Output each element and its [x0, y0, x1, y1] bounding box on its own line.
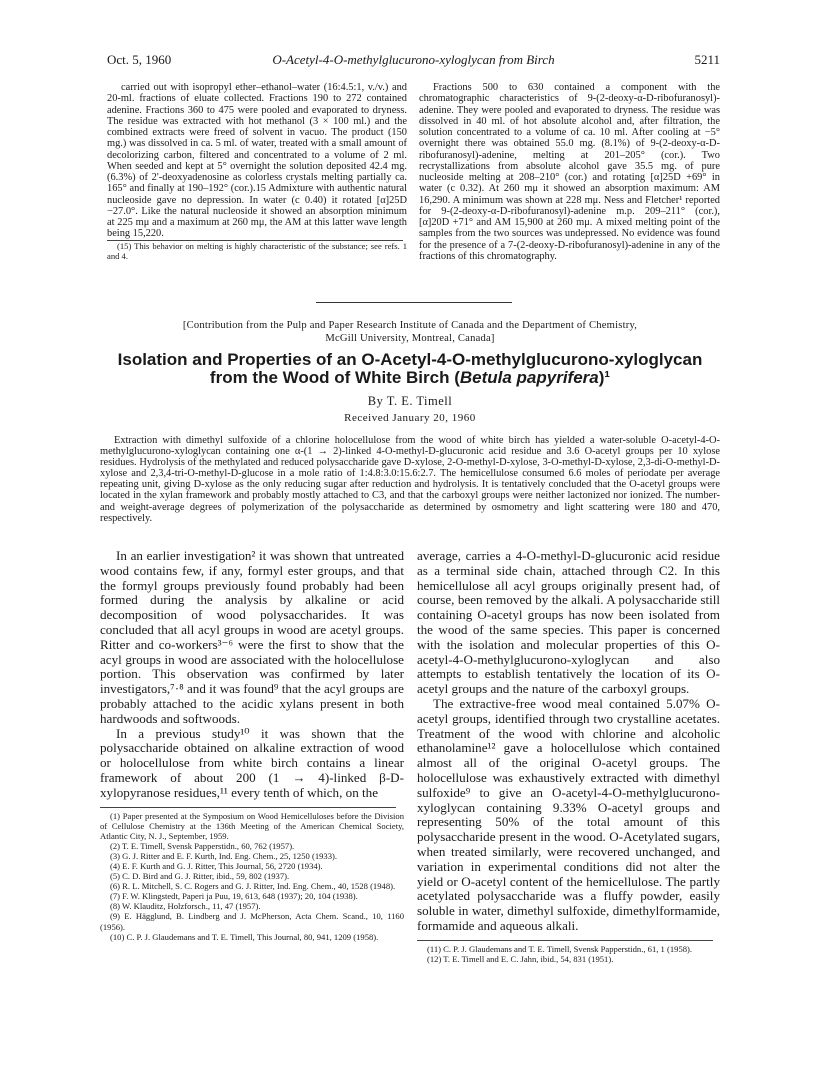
author-line: By T. E. Timell [367, 394, 453, 408]
footnote: (7) F. W. Klingstedt, Paperi ja Puu, 19, 613, 648 (1937); 20, 104 (1938). [110, 891, 358, 902]
running-header [107, 52, 720, 68]
footnote: (1) Paper presented at the Symposium on Wood Hemicelluloses before the Division of Cellulose Chemistry at the 136th Meeting of the American Chemical Society, Atlantic City, N. J., September, 1959. [100, 810, 404, 841]
footnote: (6) R. L. Mitchell, S. C. Rogers and G. J. Ritter, Ind. Eng. Chem., 40, 1528 (1948). [110, 881, 396, 892]
footnote: (11) C. P. J. Glaudemans and T. E. Timell, Svensk Papperstidn., 61, 1 (1958). [427, 943, 693, 954]
top-right-column [419, 82, 720, 262]
top-left-column [107, 82, 407, 261]
footnote: (10) C. P. J. Glaudemans and T. E. Timell, This Journal, 80, 941, 1209 (1958). [110, 931, 379, 942]
footnote: (3) G. J. Ritter and E. F. Kurth, Ind. Eng. Chem., 25, 1250 (1933). [110, 850, 338, 861]
issue-date: Oct. 5, 1960 [107, 52, 172, 67]
footnote: (4) E. F. Kurth and G. J. Ritter, This Journal, 56, 2720 (1934). [110, 861, 323, 872]
experimental-paragraph-left: carried out with isopropyl ether–ethanol–water (16:4.5:1, v./v.) and 20-ml. fractions of eluate collected. Fractions 190 to 272 contained adenine. Fractions 360 to 475 were pooled and evaporated to dryness. The residue was extracted with hot methanol (3 × 100 ml.) and the combined extracts were freed of solvent in vacuo. The product (150 mg.) was dissolved in ca. 5 ml. of water, treated with a small amount of decolorizing carbon, filtered and concentrated to a volume of 2 ml. When seeded and kept at 5° overnight the solution deposited 42.4 mg. (6.3%) of 2'-deoxyadenosine as colorless crystals melting partially ca. 165° and finally at 190–192° (cor.).15 Admixture with authentic natural nucleoside gave no depression. In water (c 0.40) it rotated [α]25D −27.0°. Like the natural nucleoside it showed an absorption minimum at 225 mμ and a maximum at 260 mμ, the AM at this latter wave length being 15,220. [107, 82, 407, 240]
experimental-paragraph-right: Fractions 500 to 630 contained a component with the chromatographic characteristics of 9-(2-deoxy-α-D-ribofuranosyl)-adenine. They were pooled and evaporated to dryness. The residue was dissolved in 40 ml. of hot absolute alcohol and, after filtration, the solution concentrated to a volume of ca. 10 ml. After cooling at −5° overnight there was obtained 55.0 mg. (8.1%) of 9-(2-deoxy-α-D-ribofuranosyl)-adenine, melting at 201–205° (cor.). Two recrystallizations from absolute alcohol gave 35.5 mg. of pure nucleoside melting at 208–210° (cor.) and rotating [α]25D +69° in water (c 0.32). At 260 mμ it showed an absorption maximum: AM 16,290. A minimum was shown at 228 mμ. Ness and Fletcher¹ reported for 9-(2-deoxy-α-D-ribofuranosyl)-adenine m.p. 209–211° (cor.), [α]20D +71° and AM 15,900 at 260 mμ. A mixed melting point of the samples from the two sources was undepressed. No evidence was found for the presence of a 7-(2-deoxy-D-ribofuranosyl)-adenine in any of the fractions of this chromatography. [419, 82, 720, 262]
footnote-divider [100, 807, 396, 808]
footnote-15: (15) This behavior on melting is highly characteristic of the substance; see refs. 1 and 4. [107, 240, 407, 261]
contribution-line-1: [Contribution from the Pulp and Paper Research Institute of Canada and the Department of Chemistry, [182, 320, 638, 331]
body-paragraph-2: In a previous study¹⁰ it was shown that the polysaccharide obtained on alkaline extraction of wood or holocellulose from white birch contains a linear framework of about 200 (1 → 4)-linked β-D-xylopyranose residues,¹¹ every tenth of which, on the [100, 725, 404, 800]
running-title: O-Acetyl-4-O-methylglucurono-xyloglycan from Birch [272, 52, 555, 67]
title-species: Betula papyrifera [459, 368, 599, 387]
body-left-column [100, 549, 404, 942]
footnote: (9) E. Hägglund, B. Lindberg and J. McPherson, Acta Chem. Scand., 10, 1160 (1956). [100, 911, 404, 932]
footnote: (8) W. Klauditz, Holzforsch., 11, 47 (1957). [110, 901, 261, 912]
footnote: (5) C. D. Bird and G. J. Ritter, ibid., 59, 802 (1937). [110, 871, 290, 882]
footnotes-right [417, 944, 720, 964]
article-title [100, 351, 720, 387]
body-paragraph-4: The extractive-free wood meal contained 5.07% O-acetyl groups, identified through two crystalline acetates. Treatment of the wood with chlorine and alcoholic ethanolamine¹² gave a holocellulose which contained almost all of the original O-acetyl groups. The holocellulose was exhaustively extracted with dimethyl sulfoxide⁹ to give an O-acetyl-4-O-methylglucurono-xyloglycan containing 9.33% O-acetyl groups and representing 50% of the total amount of this polysaccharide present in the wood. O-Acetylated sugars, when treated similarly, were recovered unchanged, and variation in experimental conditions did not alter the yield or O-acetyl content of the hemicellulose. The partly acetylated polysaccharide was a fluffy powder, easily soluble in water, dimethyl sulfoxide, dimethylformamide, formamide and aqueous alkali. [417, 695, 720, 933]
body-right-column [417, 549, 720, 964]
section-divider [316, 302, 512, 303]
footnote: (2) T. E. Timell, Svensk Papperstidn., 60, 762 (1957). [110, 840, 295, 851]
page-number: 5211 [694, 52, 720, 67]
contribution-line-2: McGill University, Montreal, Canada] [325, 333, 495, 344]
body-paragraph-3: average, carries a 4-O-methyl-D-glucuronic acid residue as a terminal side chain, attached through C2. In this hemicellulose all acyl groups originally present had, of course, been removed by the alkali. A polysaccharide still containing O-acetyl groups has now been isolated from the wood of the same species. This paper is concerned with the isolation and molecular properties of this O-acetyl-4-O-methylglucurono-xyloglycan and also attempts to establish tentatively the location of its O-acetyl groups and the nature of the carboxyl groups. [417, 548, 720, 697]
footnote-divider [417, 940, 713, 941]
received-date: Received January 20, 1960 [344, 412, 476, 424]
title-end: )¹ [598, 368, 611, 387]
body-paragraph-1: In an earlier investigation² it was shown that untreated wood contains few, if any, formyl ester groups, and that the formyl groups previously found probably had been formed during the analysis by alkaline or acid decomposition of wood polysaccharides. It was concluded that all acyl groups in wood are acetyl groups. Ritter and co-workers³⁻⁶ were the first to show that the acyl groups in wood are associated with the holocellulose portion. This observation was confirmed by later investigators,⁷·⁸ and it was found⁹ that the acyl groups are probably attached to the acidic xylans present in both hardwoods and softwoods. [100, 548, 404, 726]
title-main: Isolation and Properties of an O-Acetyl-4-O-methylglucurono-xyloglycan from the Wood of White Birch ( [117, 350, 703, 387]
footnotes-left [100, 811, 404, 942]
abstract: Extraction with dimethyl sulfoxide of a chlorine holocellulose from the wood of white birch has yielded a water-soluble O-acetyl-4-O-methylglucurono-xyloglycan containing one α-(1 → 2)-linked 4-O-methyl-D-glucuronic acid residue and 3.6 O-acetyl groups per 10 xylose residues. Hydrolysis of the methylated and reduced polysaccharide gave D-xylose, 2-O-methyl-D-xylose, 3-O-methyl-D-xylose, 2,3-di-O-methyl-D-xylose and 2,3,4-tri-O-methyl-D-glucose in a mole ratio of 1:4.8:3.0:15.6:2.7. The hemicellulose consumed 6.6 moles of periodate per average repeating unit, giving D-xylose as the only reducing sugar after reduction and hydrolysis. It is tentatively concluded that the O-acetyl groups were located in the xylan framework and probably mostly attached to C3, and that the carboxyl groups were neither lactonized nor ionized. The number- and weight-average degrees of polymerization of the polysaccharide as determined by osmometry and light scattering were 180 and 470, respectively. [100, 435, 720, 524]
footnote: (12) T. E. Timell and E. C. Jahn, ibid., 54, 831 (1951). [427, 953, 614, 964]
contribution-note [100, 319, 720, 345]
